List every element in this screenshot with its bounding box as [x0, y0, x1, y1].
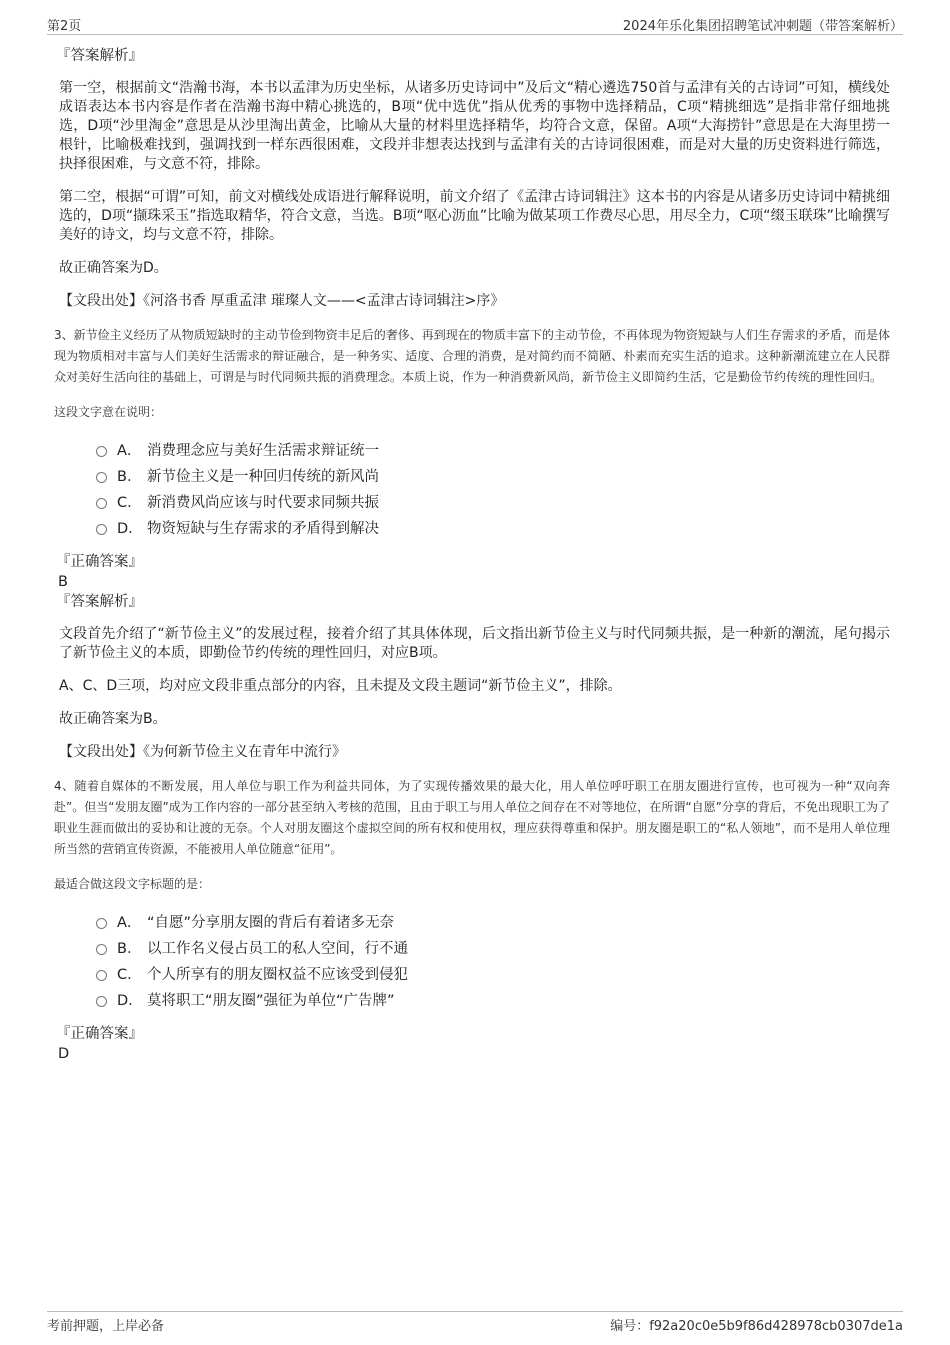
question-4-options	[96, 908, 890, 1012]
option-text: “自愿”分享朋友圈的背后有着诸多无奈	[147, 914, 395, 931]
option-a[interactable]	[96, 908, 890, 934]
option-letter: A．	[117, 914, 142, 931]
question-3-prompt: 这段文字意在说明：	[54, 405, 163, 419]
source-citation: 【文段出处】《河洛书香 厚重孟津 璀璨人文——<孟津古诗词辑注>序》	[59, 293, 505, 309]
analysis-label: 『答案解析』	[56, 594, 143, 610]
page-footer	[47, 1311, 903, 1334]
option-text: 新消费风尚应该与时代要求同频共振	[147, 494, 379, 511]
option-letter: D．	[117, 992, 143, 1009]
correct-answer-label: 『正确答案』	[56, 554, 143, 570]
option-text: 以工作名义侵占员工的私人空间，行不通	[147, 940, 408, 957]
page-number: 第2页	[47, 19, 82, 34]
page-header	[47, 14, 903, 35]
option-text: 消费理念应与美好生活需求辩证统一	[147, 442, 379, 459]
radio-icon[interactable]	[96, 498, 107, 509]
correct-answer: D	[58, 1046, 70, 1062]
page-content	[56, 46, 890, 1064]
option-c[interactable]	[96, 960, 890, 986]
source-citation: 【文段出处】《为何新节俭主义在青年中流行》	[59, 744, 346, 760]
radio-icon[interactable]	[96, 944, 107, 955]
option-letter: B．	[117, 468, 142, 485]
option-letter: C．	[117, 966, 142, 983]
radio-icon[interactable]	[96, 446, 107, 457]
analysis-paragraph: 第一空，根据前文“浩瀚书海，本书以孟津为历史坐标，从诸多历史诗词中”及后文“精心遴选750首与孟津有关的古诗词”可知，横线处成语表达本书内容是作者在浩瀚书海中精心挑选的，B项“优中选优”指从优秀的事物中选择精品，C项“精挑细选”是指非常仔细地挑选，D项“沙里淘金”意思是从沙里淘出黄金，比喻从大量的材料里选择精华，均符合文意，保留。A项“大海捞针”意思是在大海里捞一根针，比喻极难找到，强调找到一样东西很困难，文段并非想表达找到与孟津有关的古诗词很困难，而是对大量的历史资料进行筛选，抉择很困难，与文意不符，排除。	[59, 80, 890, 172]
option-text: 莫将职工“朋友圈”强征为单位“广告牌”	[147, 992, 395, 1009]
option-text: 个人所享有的朋友圈权益不应该受到侵犯	[147, 966, 408, 983]
analysis-paragraph: A、C、D三项，均对应文段非重点部分的内容，且未提及文段主题词“新节俭主义”，排除。	[59, 678, 622, 694]
footer-slogan: 考前押题，上岸必备	[47, 1319, 165, 1334]
option-letter: D．	[117, 520, 143, 537]
question-3-text: 3、新节俭主义经历了从物质短缺时的主动节俭到物资丰足后的奢侈、再到现在的物质丰富下的主动节俭，不再体现为物资短缺与人们生存需求的矛盾，而是体现为物质相对丰富与人们美好生活需求的辩证融合，是一种务实、适度、合理的消费，是对简约而不简陋、朴素而充实生活的追求。这种新潮流建立在人民群众对美好生活向往的基础上，可谓是与时代同频共振的消费理念。本质上说，作为一种消费新风尚，新节俭主义即简约生活，它是勤俭节约传统的理性回归。	[54, 328, 890, 384]
document-title: 2024年乐化集团招聘笔试冲刺题（带答案解析）	[622, 19, 903, 34]
analysis-paragraph: 第二空，根据“可谓”可知，前文对横线处成语进行解释说明，前文介绍了《孟津古诗词辑注》这本书的内容是从诸多历史诗词中精挑细选的，D项“撷珠采玉”指选取精华，符合文意，当选。B项“呕心沥血”比喻为做某项工作费尽心思，用尽全力，C项“缀玉联珠”比喻撰写美好的诗文，均与文意不符，排除。	[59, 189, 890, 243]
option-c[interactable]	[96, 488, 890, 514]
radio-icon[interactable]	[96, 472, 107, 483]
option-b[interactable]	[96, 934, 890, 960]
radio-icon[interactable]	[96, 996, 107, 1007]
option-d[interactable]	[96, 986, 890, 1012]
option-d[interactable]	[96, 514, 890, 540]
analysis-paragraph: 文段首先介绍了“新节俭主义”的发展过程，接着介绍了其具体体现，后文指出新节俭主义与时代同频共振，是一种新的潮流，尾句揭示了新节俭主义的本质，即勤俭节约传统的理性回归，对应B项。	[59, 626, 890, 661]
option-letter: A．	[117, 442, 142, 459]
option-letter: C．	[117, 494, 142, 511]
option-a[interactable]	[96, 436, 890, 462]
correct-answer: B	[58, 574, 68, 590]
analysis-label: 『答案解析』	[56, 48, 143, 64]
radio-icon[interactable]	[96, 524, 107, 535]
analysis-conclusion: 故正确答案为D。	[59, 260, 168, 276]
radio-icon[interactable]	[96, 918, 107, 929]
question-4-text: 4、随着自媒体的不断发展，用人单位与职工作为利益共同体，为了实现传播效果的最大化，用人单位呼吁职工在朋友圈进行宣传，也可视为一种“双向奔赴”。但当“发朋友圈”成为工作内容的一部分甚至纳入考核的范围，且由于职工与用人单位之间存在不对等地位，在所谓“自愿”分享的背后，不免出现职工为了职业生涯而做出的妥协和让渡的无奈。个人对朋友圈这个虚拟空间的所有权和使用权，理应获得尊重和保护。朋友圈是职工的“私人领地”，而不是用人单位理所当然的营销宣传资源，不能被用人单位随意“征用”。	[54, 779, 890, 856]
option-b[interactable]	[96, 462, 890, 488]
option-text: 物资短缺与生存需求的矛盾得到解决	[147, 520, 379, 537]
question-3-options	[96, 436, 890, 540]
analysis-conclusion: 故正确答案为B。	[59, 711, 167, 727]
radio-icon[interactable]	[96, 970, 107, 981]
document-id: 编号：f92a20c0e5b9f86d428978cb0307de1a	[610, 1319, 903, 1334]
option-text: 新节俭主义是一种回归传统的新风尚	[147, 468, 379, 485]
question-4-prompt: 最适合做这段文字标题的是：	[54, 877, 211, 891]
correct-answer-label: 『正确答案』	[56, 1026, 143, 1042]
option-letter: B．	[117, 940, 142, 957]
